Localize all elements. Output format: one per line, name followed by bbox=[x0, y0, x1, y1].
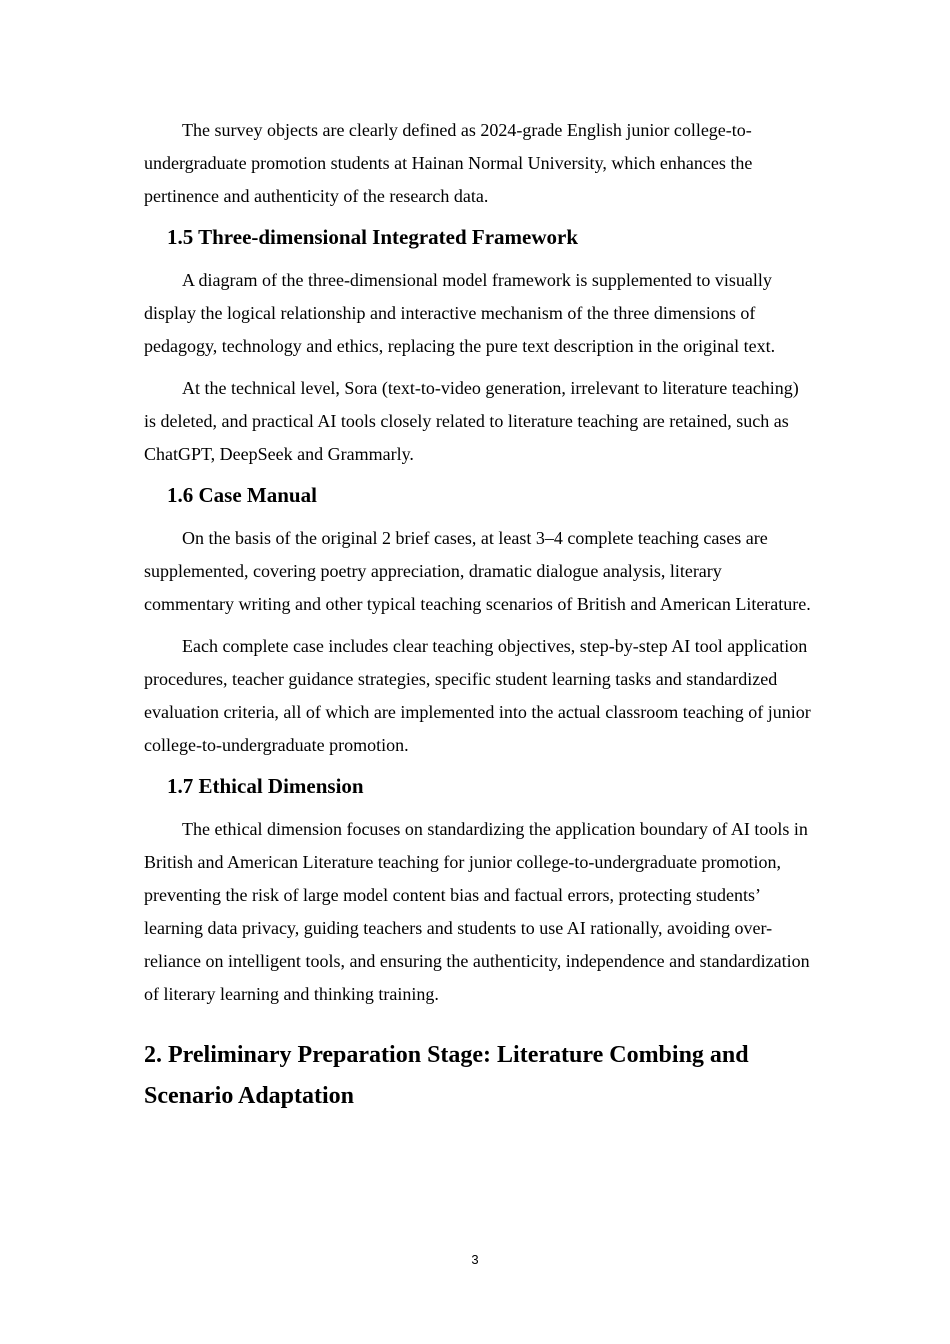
heading-1-7: 1.7 Ethical Dimension bbox=[167, 774, 364, 798]
paragraph-framework-diagram: A diagram of the three-dimensional model framework is supplemented to visually display the logical relationship and interactive mechanism of the three dimensions of pedagogy, technology and ethics, replacing the pure text description in the original text. bbox=[144, 270, 776, 356]
paragraph-ethical-dimension: The ethical dimension focuses on standardizing the application boundary of AI tools in British and American Literature teaching for junior college-to-undergraduate promotion, preventing the risk of large model content bias and factual errors, protecting students’ learning data privacy, guiding teachers and students to use AI rationally, avoiding over-reliance on intelligent tools, and ensuring the authenticity, independence and standardization of literary learning and thinking training. bbox=[144, 819, 810, 1004]
paragraph-technical-level: At the technical level, Sora (text-to-video generation, irrelevant to literature teaching) is deleted, and practical AI tools closely related to literature teaching are retained, such as ChatGPT, DeepSeek and Grammarly. bbox=[144, 378, 799, 464]
paragraph-survey-objects: The survey objects are clearly defined as 2024-grade English junior college-to-undergraduate promotion students at Hainan Normal University, which enhances the pertinence and authenticity of the research data. bbox=[144, 120, 753, 206]
heading-1-6: 1.6 Case Manual bbox=[167, 483, 317, 507]
heading-1-5: 1.5 Three-dimensional Integrated Framework bbox=[167, 225, 579, 249]
page-content bbox=[144, 114, 812, 1117]
heading-section-2: 2. Preliminary Preparation Stage: Literature Combing and Scenario Adaptation bbox=[144, 1042, 749, 1109]
paragraph-case-contents: Each complete case includes clear teaching objectives, step-by-step AI tool application procedures, teacher guidance strategies, specific student learning tasks and standardized evaluation criteria, all of which are implemented into the actual classroom teaching of junior college-to-undergraduate promotion. bbox=[144, 636, 811, 755]
paragraph-teaching-cases: On the basis of the original 2 brief cases, at least 3–4 complete teaching cases are supplemented, covering poetry appreciation, dramatic dialogue analysis, literary commentary writing and other typical teaching scenarios of British and American Literature. bbox=[144, 528, 811, 614]
page-number: 3 bbox=[471, 1252, 479, 1267]
